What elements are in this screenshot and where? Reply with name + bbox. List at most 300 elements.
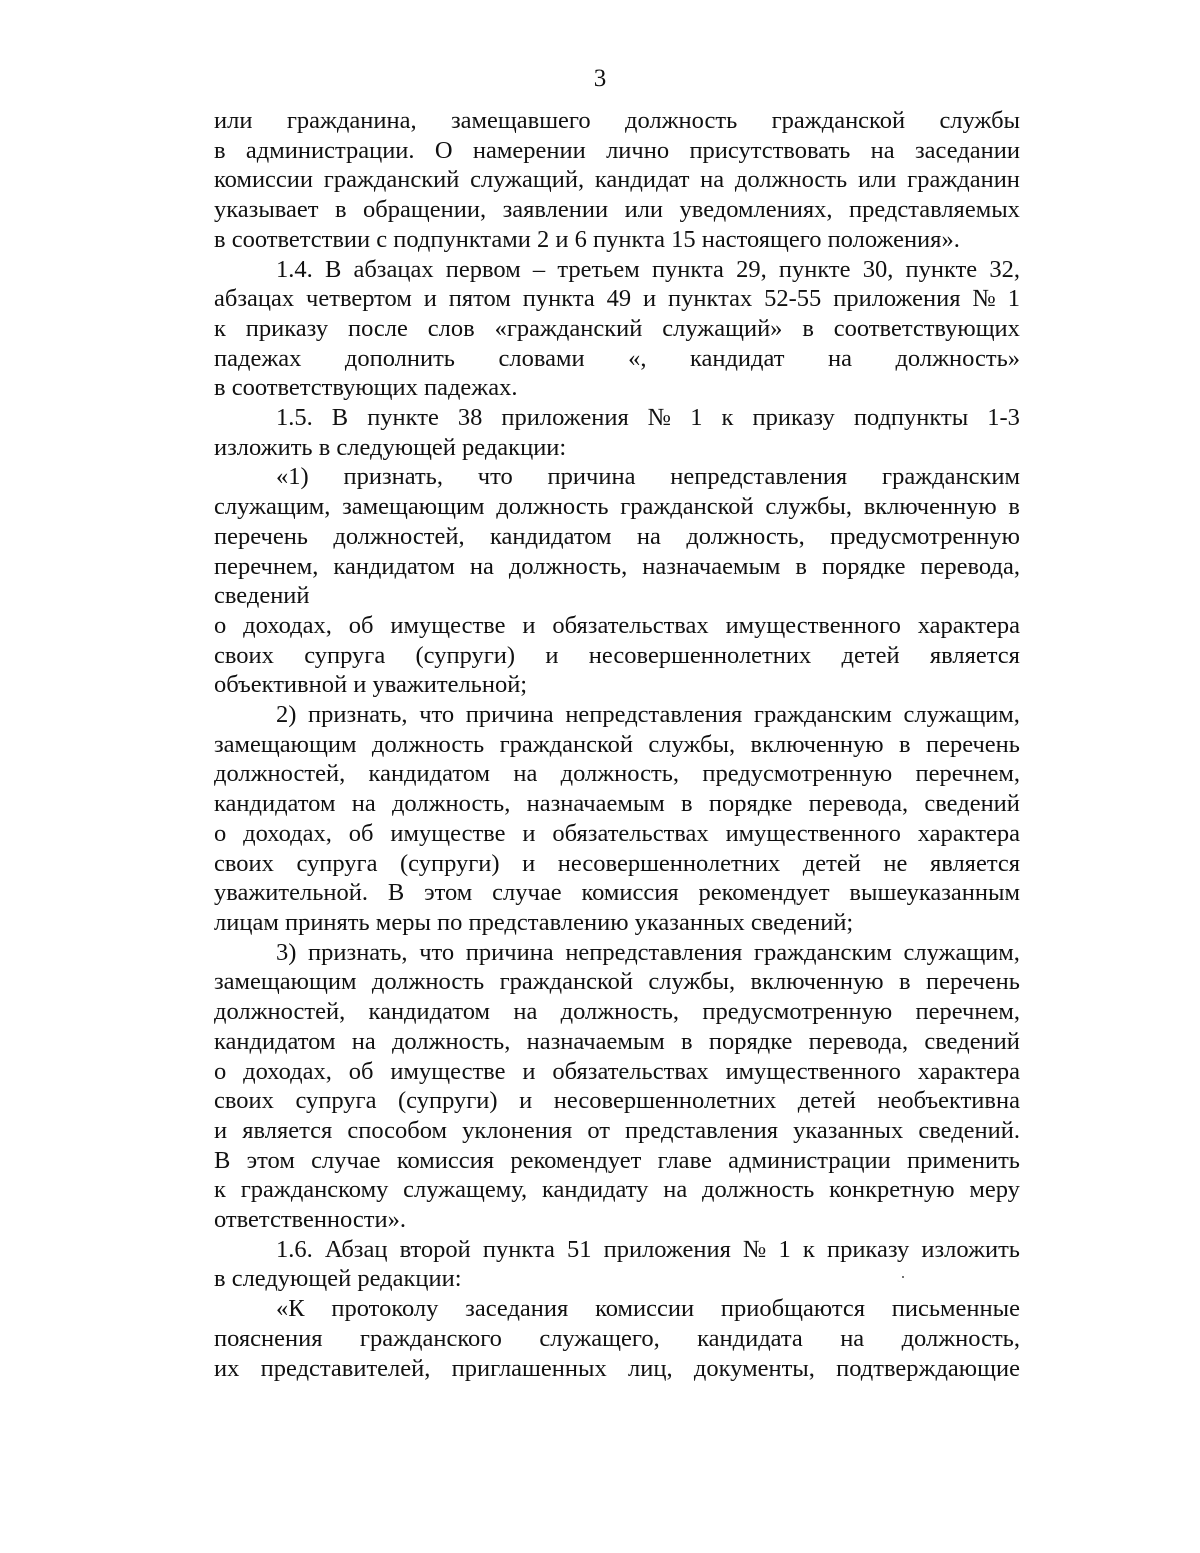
word: имущественного (725, 819, 901, 847)
text-line (214, 938, 1020, 968)
word: служащим, (903, 701, 1020, 729)
word: словами (498, 344, 585, 372)
word: 30, (862, 255, 894, 283)
word: должность, (686, 522, 805, 550)
word: признать, (308, 938, 408, 966)
word: несовершеннолетних (557, 849, 781, 877)
word: 2) (276, 701, 297, 729)
word: и (643, 285, 657, 313)
word: заседании (914, 136, 1020, 164)
word: пункта (651, 255, 724, 283)
word: главе (657, 1146, 712, 1174)
text-line (214, 552, 1020, 582)
text-line: в соответствии с подпунктами 2 и 6 пункта 15 настоящего положения». (214, 225, 960, 253)
text-line (214, 730, 1020, 760)
word: гражданской (620, 493, 754, 521)
word: признать, (343, 463, 443, 491)
word: приобщаются (720, 1295, 865, 1323)
word: четвертом (306, 285, 412, 313)
word: должность, (560, 998, 680, 1026)
word: письменные (891, 1295, 1020, 1323)
text-line: объективной и уважительной; (214, 671, 528, 699)
word: кандидатом (368, 760, 491, 788)
word: в (334, 196, 347, 224)
text-line: изложить в следующей редакции: (214, 433, 567, 461)
word: документы, (693, 1354, 815, 1382)
word: гражданским (753, 938, 892, 966)
word: характера (917, 1057, 1020, 1085)
text-line (214, 789, 1020, 819)
word: 3) (276, 938, 297, 966)
text-line (214, 492, 1020, 522)
word: 1-3 (987, 404, 1020, 432)
word: пункте (905, 255, 978, 283)
word: несовершеннолетних (588, 641, 812, 669)
word: доходах, (243, 819, 332, 847)
word: к (214, 1176, 226, 1204)
word: и (522, 849, 536, 877)
word: служащим, (903, 938, 1020, 966)
word: должность (496, 493, 609, 521)
word: пункта (482, 1235, 555, 1263)
word: служащий» (662, 314, 783, 342)
word: комиссии (214, 166, 314, 194)
word: имуществе (390, 611, 506, 639)
word: 38 (457, 404, 483, 432)
word: имущественного (725, 1057, 901, 1085)
word: (супруги) (398, 1087, 498, 1115)
word: обязательствах (552, 611, 709, 639)
word: и (545, 641, 559, 669)
word: сведений (924, 790, 1020, 818)
word: 52-55 (764, 285, 822, 313)
word: 29, (736, 255, 767, 283)
word: гражданскому (240, 1176, 389, 1204)
word: назначаемым (642, 552, 781, 580)
word: пятом (448, 285, 511, 313)
word: кандидатом (214, 790, 336, 818)
word: на (700, 166, 725, 194)
word: перевода, (920, 552, 1020, 580)
word: причина (547, 463, 636, 491)
word: случае (492, 879, 562, 907)
word: детей (841, 641, 900, 669)
word: приказу (752, 404, 835, 432)
text-line (214, 611, 1020, 641)
word: кандидата (697, 1324, 803, 1352)
text-line (214, 284, 1020, 314)
word: «, (628, 344, 647, 372)
word: должность, (391, 1027, 511, 1055)
word: имущественного (725, 611, 901, 639)
word: службы, (765, 493, 853, 521)
word: гражданин (907, 166, 1020, 194)
word: кандидат (689, 344, 785, 372)
word: кандидатом (333, 552, 455, 580)
word: необъективна (877, 1087, 1020, 1115)
word: гражданина, (286, 107, 417, 134)
word: кандидатом (368, 998, 491, 1026)
word: сведений (924, 1027, 1020, 1055)
word: назначаемым (526, 790, 665, 818)
word: несовершеннолетних (553, 1087, 777, 1115)
word: падежах (214, 344, 302, 372)
word: представителей, (260, 1354, 431, 1382)
page-number: 3 (593, 65, 607, 92)
word: 1 (690, 404, 703, 432)
document-body (214, 106, 1020, 1383)
word: первом (445, 255, 521, 283)
text-line: ответственности». (214, 1206, 406, 1234)
word: причина (465, 701, 554, 729)
text-line (214, 344, 1020, 374)
word: перечень (925, 730, 1020, 758)
word: является (929, 641, 1020, 669)
word: обращении, (363, 196, 487, 224)
word: гражданской (771, 107, 906, 134)
word: замещающим (342, 493, 485, 521)
word: в (802, 314, 814, 342)
word: должность» (895, 344, 1020, 372)
word: служащий, (470, 166, 585, 194)
word: или (214, 107, 253, 134)
word: признать, (308, 701, 408, 729)
word: о (214, 1057, 227, 1085)
word: должность (371, 730, 485, 758)
word: доходах, (243, 1057, 332, 1085)
text-line (214, 106, 1020, 136)
word: замещающим (214, 730, 357, 758)
text-line (214, 255, 1020, 285)
text-line (214, 165, 1020, 195)
word: обязательствах (552, 1057, 709, 1085)
word: порядке (708, 1027, 793, 1055)
word: к (214, 314, 226, 342)
word: их (214, 1354, 240, 1382)
word: непредставления (670, 463, 848, 491)
word: характера (917, 611, 1020, 639)
word: конкретную (829, 1176, 955, 1204)
word: пояснения (214, 1324, 323, 1352)
word: в (1008, 493, 1020, 521)
word: имуществе (390, 1057, 506, 1085)
word: что (477, 463, 513, 491)
word: приложения (833, 285, 961, 313)
word: рекомендует (698, 879, 830, 907)
word: должность (702, 1176, 815, 1204)
word: рекомендует (510, 1146, 642, 1174)
word: причина (465, 938, 554, 966)
word: 1.4. (276, 255, 313, 283)
text-line: в следующей редакции: (214, 1265, 462, 1293)
word: и (423, 285, 437, 313)
text-line (214, 314, 1020, 344)
word: детей (797, 1087, 856, 1115)
word: «гражданский (494, 314, 643, 342)
word: способом (347, 1116, 448, 1144)
text-line: лицам принять меры по представлению указанных сведений; (214, 908, 854, 936)
word: своих (214, 849, 274, 877)
word: 49 (606, 285, 632, 313)
word: об (348, 611, 374, 639)
word: о (214, 819, 227, 847)
word: уведомлениях, (679, 196, 833, 224)
word: кандидатом (490, 522, 612, 550)
word: на (351, 1027, 376, 1055)
word: Абзац (324, 1235, 388, 1263)
word: перечень (214, 522, 308, 550)
text-line (214, 1324, 1020, 1354)
word: пунктах (668, 285, 753, 313)
word: службы, (648, 968, 736, 996)
word: назначаемым (526, 1027, 665, 1055)
word: пункте (367, 404, 439, 432)
word: «К (276, 1295, 305, 1323)
text-line (214, 195, 1020, 225)
word: и (522, 1057, 536, 1085)
word: указанных (793, 1116, 904, 1144)
word: детей (802, 849, 861, 877)
word: комиссии (595, 1295, 695, 1323)
word: этом (246, 1146, 295, 1174)
word: уважительной. (214, 879, 368, 907)
word: «1) (276, 463, 309, 491)
word: и (522, 611, 536, 639)
word: 1.6. (276, 1235, 313, 1263)
word: (супруги) (415, 641, 516, 669)
word: в (681, 1027, 693, 1055)
text-line (214, 849, 1020, 879)
word: комиссия (396, 1146, 495, 1174)
word: (супруги) (400, 849, 500, 877)
word: намерении (472, 136, 586, 164)
word: супруга (295, 1087, 377, 1115)
word: В (331, 404, 349, 432)
word: имуществе (390, 819, 506, 847)
word: второй (399, 1235, 471, 1263)
word: на (870, 136, 895, 164)
text-line (214, 403, 1020, 433)
word: предусмотренную (702, 760, 893, 788)
word: в (214, 136, 226, 164)
word: служащим, (214, 493, 331, 521)
word: об (348, 1057, 374, 1085)
word: или (624, 196, 664, 224)
text-line (214, 1175, 1020, 1205)
text-line (214, 136, 1020, 166)
word: является (242, 1116, 333, 1144)
word: должность, (508, 552, 628, 580)
word: гражданского (359, 1324, 502, 1352)
word: пункта (522, 285, 595, 313)
word: о (214, 611, 227, 639)
word: должность (734, 166, 848, 194)
word: к (721, 404, 734, 432)
word: на (663, 1176, 688, 1204)
word: В (387, 879, 405, 907)
word: лично (606, 136, 670, 164)
word: и (522, 819, 536, 847)
word: заявлении (502, 196, 609, 224)
word: замещавшего (450, 107, 591, 134)
word: что (419, 701, 455, 729)
word: протоколу (331, 1295, 439, 1323)
word: должность, (560, 760, 680, 788)
text-line (214, 759, 1020, 789)
word: не (883, 849, 908, 877)
word: на (351, 790, 376, 818)
word: к (802, 1235, 815, 1263)
word: перевода, (808, 1027, 909, 1055)
text-line (214, 700, 1020, 730)
text-line (214, 878, 1020, 908)
word: уклонения (462, 1116, 573, 1144)
word: приглашенных (451, 1354, 607, 1382)
word: 1 (1007, 285, 1020, 313)
word: в (898, 968, 911, 996)
word: изложить (921, 1235, 1020, 1263)
word: непредставления (565, 938, 743, 966)
word: предусмотренную (702, 998, 893, 1026)
word: должность (371, 968, 485, 996)
word: включенную (750, 730, 884, 758)
word: приказу (245, 314, 329, 342)
word: в (681, 790, 693, 818)
word: характера (917, 819, 1020, 847)
word: гражданским (882, 463, 1020, 491)
text-line (214, 1057, 1020, 1087)
word: в (898, 730, 911, 758)
word: дополнить (344, 344, 455, 372)
word: 1.5. (276, 404, 313, 432)
word: непредставления (565, 701, 743, 729)
word: порядке (708, 790, 793, 818)
word: подтверждающие (836, 1354, 1020, 1382)
word: случае (311, 1146, 381, 1174)
text-line (214, 1146, 1020, 1176)
word: перечнем, (214, 552, 319, 580)
word: пункте (778, 255, 851, 283)
word: на (469, 552, 494, 580)
word: приложения (501, 404, 629, 432)
text-line (214, 462, 1020, 492)
word: службы (939, 107, 1020, 134)
text-line (214, 1027, 1020, 1057)
text-line (214, 522, 1020, 552)
word: что (419, 938, 455, 966)
word: меру (969, 1176, 1020, 1204)
word: службы, (648, 730, 736, 758)
word: – (532, 255, 546, 283)
word: подпункты (853, 404, 969, 432)
word: № (743, 1235, 767, 1263)
word: лиц, (628, 1354, 673, 1382)
word: представляемых (848, 196, 1020, 224)
word: должностей, (214, 998, 346, 1026)
word: приказу (826, 1235, 910, 1263)
word: на (636, 522, 661, 550)
word: 51 (566, 1235, 592, 1263)
word: В (324, 255, 342, 283)
word: на (840, 1324, 865, 1352)
word: должностей, (214, 760, 346, 788)
word: кандидатом (214, 1027, 336, 1055)
word: администрации. (245, 136, 415, 164)
word: супруга (304, 641, 386, 669)
word: включенную (863, 493, 997, 521)
text-line (214, 819, 1020, 849)
text-line (214, 967, 1020, 997)
text-line (214, 1086, 1020, 1116)
word: должность, (391, 790, 511, 818)
text-line (214, 1235, 1020, 1265)
text-line: сведений (214, 582, 310, 610)
text-line (214, 997, 1020, 1027)
word: сведений. (918, 1116, 1020, 1144)
word: порядке (821, 552, 906, 580)
text-line (214, 1116, 1020, 1146)
word: предусмотренную (830, 522, 1020, 550)
word: 1 (778, 1235, 791, 1263)
word: служащего, (539, 1324, 660, 1352)
word: этом (424, 879, 473, 907)
word: третьем (557, 255, 640, 283)
word: перечнем, (915, 760, 1020, 788)
word: обязательствах (552, 819, 709, 847)
word: абзацах (353, 255, 434, 283)
word: замещающим (214, 968, 357, 996)
word: включенную (750, 968, 884, 996)
word: в (795, 552, 807, 580)
word: своих (214, 1087, 274, 1115)
word: применить (907, 1146, 1020, 1174)
word: или (857, 166, 897, 194)
word: кандидат (594, 166, 690, 194)
word: доходах, (243, 611, 332, 639)
word: об (348, 819, 374, 847)
word: на (827, 344, 852, 372)
word: на (513, 760, 538, 788)
word: В (214, 1146, 231, 1174)
word: своих (214, 641, 274, 669)
word: О (434, 136, 453, 164)
word: гражданской (499, 730, 634, 758)
word: приложения (603, 1235, 731, 1263)
word: и (214, 1116, 228, 1144)
word: представления (625, 1116, 779, 1144)
word: кандидату (541, 1176, 649, 1204)
word: перечнем, (915, 998, 1020, 1026)
word: соответствующих (833, 314, 1020, 342)
word: перевода, (808, 790, 909, 818)
word: присутствовать (689, 136, 851, 164)
word: указывает (214, 196, 319, 224)
text-line (214, 641, 1020, 671)
word: от (587, 1116, 610, 1144)
text-line: в соответствующих падежах. (214, 374, 518, 402)
word: должность (624, 107, 738, 134)
word: гражданским (753, 701, 892, 729)
word: абзацах (214, 285, 295, 313)
word: 32, (989, 255, 1020, 283)
text-line (214, 1354, 1020, 1384)
word: гражданский (323, 166, 460, 194)
word: должность, (901, 1324, 1020, 1352)
word: вышеуказанным (849, 879, 1020, 907)
word: администрации (728, 1146, 891, 1174)
text-line (214, 1294, 1020, 1324)
word: № (972, 285, 996, 313)
